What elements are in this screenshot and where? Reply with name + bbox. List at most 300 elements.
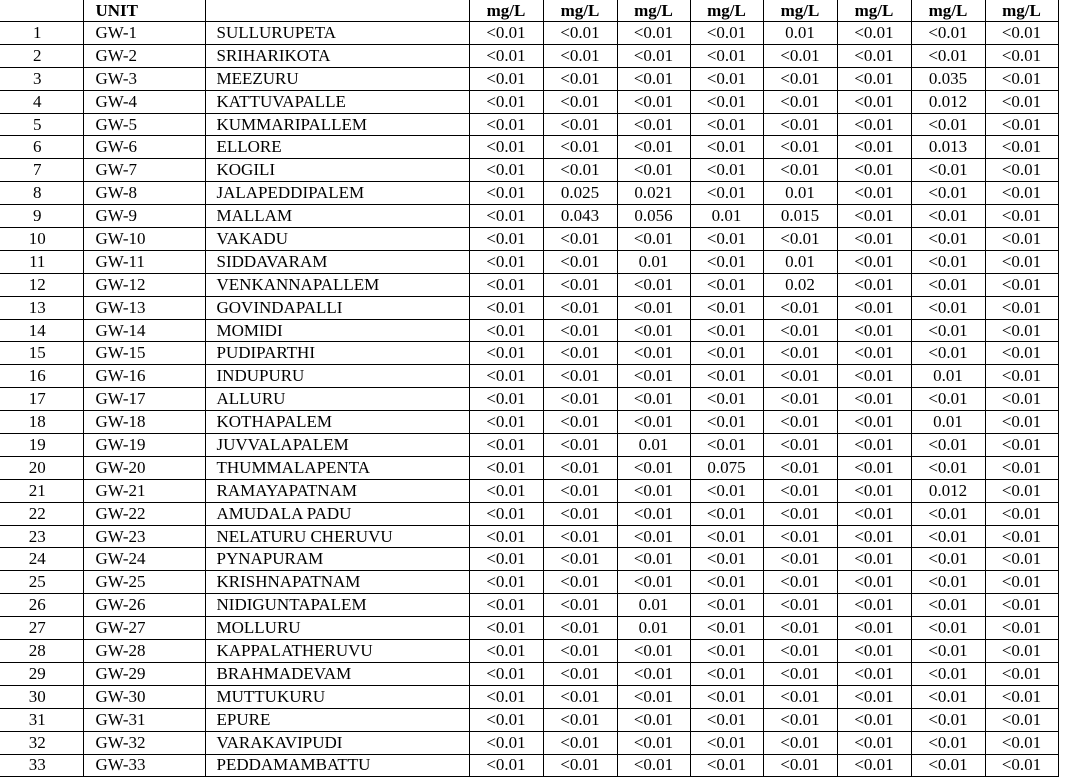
value-cell: <0.01 [617,708,690,731]
value-cell: <0.01 [911,388,985,411]
value-cell: <0.01 [543,525,617,548]
value-cell: <0.01 [763,319,837,342]
value-cell: <0.01 [985,273,1058,296]
location-name-cell: PUDIPARTHI [205,342,469,365]
location-name-cell: ALLURU [205,388,469,411]
value-cell: <0.01 [690,90,763,113]
table-row [0,617,1058,640]
value-cell: <0.01 [690,525,763,548]
location-name-cell: PYNAPURAM [205,548,469,571]
value-cell: <0.01 [690,754,763,777]
value-cell: <0.01 [543,571,617,594]
value-cell: <0.01 [690,502,763,525]
value-cell: <0.01 [763,456,837,479]
value-cell: <0.01 [985,205,1058,228]
value-cell: <0.01 [763,662,837,685]
value-cell: <0.01 [617,411,690,434]
value-cell: 0.025 [543,182,617,205]
unit-code-cell: GW-29 [83,662,205,685]
value-cell: <0.01 [469,571,543,594]
value-cell: <0.01 [911,182,985,205]
value-cell: <0.01 [985,708,1058,731]
value-cell: <0.01 [837,411,911,434]
value-cell: <0.01 [617,640,690,663]
header-unit-8: mg/L [985,0,1058,22]
value-cell: <0.01 [617,388,690,411]
unit-code-cell: GW-10 [83,228,205,251]
serial-number-cell: 7 [0,159,83,182]
value-cell: <0.01 [911,685,985,708]
value-cell: <0.01 [763,388,837,411]
unit-code-cell: GW-3 [83,67,205,90]
value-cell: <0.01 [985,685,1058,708]
value-cell: <0.01 [543,159,617,182]
unit-code-cell: GW-24 [83,548,205,571]
unit-code-cell: GW-15 [83,342,205,365]
location-name-cell: NELATURU CHERUVU [205,525,469,548]
table-row [0,296,1058,319]
unit-code-cell: GW-26 [83,594,205,617]
unit-code-cell: GW-17 [83,388,205,411]
table-row [0,594,1058,617]
table-row [0,685,1058,708]
location-name-cell: THUMMALAPENTA [205,456,469,479]
value-cell: <0.01 [690,273,763,296]
header-row [0,0,1058,22]
value-cell: <0.01 [469,708,543,731]
value-cell: <0.01 [837,479,911,502]
value-cell: <0.01 [469,67,543,90]
location-name-cell: VENKANNAPALLEM [205,273,469,296]
value-cell: <0.01 [469,525,543,548]
value-cell: <0.01 [690,22,763,45]
value-cell: <0.01 [911,296,985,319]
value-cell: <0.01 [543,617,617,640]
serial-number-cell: 18 [0,411,83,434]
value-cell: <0.01 [763,548,837,571]
location-name-cell: MALLAM [205,205,469,228]
table-row [0,525,1058,548]
value-cell: <0.01 [837,273,911,296]
value-cell: <0.01 [543,662,617,685]
value-cell: 0.01 [617,434,690,457]
location-name-cell: ELLORE [205,136,469,159]
table-row [0,205,1058,228]
unit-code-cell: GW-19 [83,434,205,457]
value-cell: <0.01 [543,228,617,251]
value-cell: <0.01 [690,708,763,731]
value-cell: <0.01 [763,640,837,663]
value-cell: <0.01 [469,548,543,571]
value-cell: <0.01 [985,250,1058,273]
value-cell: <0.01 [985,571,1058,594]
serial-number-cell: 20 [0,456,83,479]
table-row [0,388,1058,411]
table-row [0,456,1058,479]
value-cell: <0.01 [543,342,617,365]
value-cell: <0.01 [690,342,763,365]
value-cell: <0.01 [617,731,690,754]
table-row [0,159,1058,182]
serial-number-cell: 13 [0,296,83,319]
value-cell: <0.01 [911,342,985,365]
value-cell: <0.01 [763,502,837,525]
table-row [0,708,1058,731]
value-cell: 0.012 [911,90,985,113]
value-cell: <0.01 [837,617,911,640]
table-row [0,228,1058,251]
value-cell: <0.01 [690,136,763,159]
value-cell: <0.01 [985,525,1058,548]
value-cell: <0.01 [469,662,543,685]
serial-number-cell: 9 [0,205,83,228]
value-cell: <0.01 [985,22,1058,45]
value-cell: <0.01 [469,594,543,617]
location-name-cell: RAMAYAPATNAM [205,479,469,502]
value-cell: <0.01 [543,22,617,45]
value-cell: <0.01 [985,113,1058,136]
value-cell: <0.01 [837,731,911,754]
location-name-cell: KRISHNAPATNAM [205,571,469,594]
value-cell: <0.01 [837,67,911,90]
value-cell: 0.013 [911,136,985,159]
value-cell: <0.01 [763,342,837,365]
serial-number-cell: 21 [0,479,83,502]
table-row [0,182,1058,205]
table-row [0,548,1058,571]
serial-number-cell: 27 [0,617,83,640]
value-cell: <0.01 [469,685,543,708]
value-cell: <0.01 [469,182,543,205]
value-cell: <0.01 [469,22,543,45]
value-cell: <0.01 [763,296,837,319]
value-cell: 0.01 [763,182,837,205]
value-cell: <0.01 [985,342,1058,365]
value-cell: <0.01 [911,754,985,777]
location-name-cell: MUTTUKURU [205,685,469,708]
value-cell: <0.01 [837,571,911,594]
serial-number-cell: 31 [0,708,83,731]
value-cell: <0.01 [911,22,985,45]
value-cell: 0.02 [763,273,837,296]
value-cell: <0.01 [837,662,911,685]
value-cell: <0.01 [763,365,837,388]
serial-number-cell: 28 [0,640,83,663]
value-cell: <0.01 [837,228,911,251]
value-cell: <0.01 [690,411,763,434]
unit-code-cell: GW-11 [83,250,205,273]
header-unit-2: mg/L [543,0,617,22]
serial-number-cell: 29 [0,662,83,685]
serial-number-cell: 12 [0,273,83,296]
value-cell: <0.01 [985,44,1058,67]
value-cell: <0.01 [837,182,911,205]
value-cell: <0.01 [985,411,1058,434]
header-location [205,0,469,22]
serial-number-cell: 1 [0,22,83,45]
value-cell: <0.01 [837,525,911,548]
serial-number-cell: 3 [0,67,83,90]
value-cell: <0.01 [543,296,617,319]
value-cell: <0.01 [469,456,543,479]
value-cell: <0.01 [837,594,911,617]
header-unit: UNIT [83,0,205,22]
unit-code-cell: GW-12 [83,273,205,296]
value-cell: <0.01 [543,434,617,457]
location-name-cell: SIDDAVARAM [205,250,469,273]
value-cell: <0.01 [469,502,543,525]
serial-number-cell: 25 [0,571,83,594]
value-cell: <0.01 [911,250,985,273]
value-cell: <0.01 [837,502,911,525]
value-cell: <0.01 [763,44,837,67]
table-row [0,22,1058,45]
value-cell: <0.01 [469,434,543,457]
value-cell: <0.01 [469,113,543,136]
serial-number-cell: 26 [0,594,83,617]
value-cell: <0.01 [985,640,1058,663]
value-cell: <0.01 [543,754,617,777]
value-cell: <0.01 [690,228,763,251]
value-cell: <0.01 [985,502,1058,525]
value-cell: <0.01 [543,479,617,502]
value-cell: <0.01 [763,90,837,113]
location-name-cell: SRIHARIKOTA [205,44,469,67]
value-cell: <0.01 [985,434,1058,457]
value-cell: <0.01 [543,456,617,479]
value-cell: 0.01 [690,205,763,228]
value-cell: <0.01 [543,548,617,571]
value-cell: <0.01 [911,434,985,457]
value-cell: <0.01 [690,479,763,502]
value-cell: <0.01 [469,754,543,777]
table-header [0,0,1058,22]
value-cell: 0.035 [911,67,985,90]
value-cell: <0.01 [985,182,1058,205]
unit-code-cell: GW-32 [83,731,205,754]
location-name-cell: JALAPEDDIPALEM [205,182,469,205]
value-cell: <0.01 [469,319,543,342]
unit-code-cell: GW-2 [83,44,205,67]
value-cell: <0.01 [617,365,690,388]
value-cell: <0.01 [617,342,690,365]
value-cell: <0.01 [837,685,911,708]
value-cell: <0.01 [837,205,911,228]
unit-code-cell: GW-33 [83,754,205,777]
value-cell: <0.01 [690,617,763,640]
value-cell: <0.01 [911,571,985,594]
value-cell: <0.01 [985,754,1058,777]
value-cell: <0.01 [543,640,617,663]
value-cell: <0.01 [837,296,911,319]
value-cell: 0.01 [911,411,985,434]
value-cell: <0.01 [985,388,1058,411]
value-cell: <0.01 [690,685,763,708]
value-cell: <0.01 [911,113,985,136]
table-row [0,502,1058,525]
value-cell: <0.01 [985,136,1058,159]
value-cell: 0.056 [617,205,690,228]
value-cell: <0.01 [763,685,837,708]
value-cell: <0.01 [690,250,763,273]
location-name-cell: VAKADU [205,228,469,251]
value-cell: <0.01 [985,159,1058,182]
value-cell: <0.01 [469,388,543,411]
serial-number-cell: 5 [0,113,83,136]
value-cell: <0.01 [911,708,985,731]
value-cell: <0.01 [911,159,985,182]
value-cell: <0.01 [985,228,1058,251]
value-cell: <0.01 [617,90,690,113]
value-cell: <0.01 [543,250,617,273]
serial-number-cell: 10 [0,228,83,251]
unit-code-cell: GW-31 [83,708,205,731]
value-cell: <0.01 [617,67,690,90]
location-name-cell: NIDIGUNTAPALEM [205,594,469,617]
unit-code-cell: GW-22 [83,502,205,525]
value-cell: <0.01 [763,479,837,502]
value-cell: <0.01 [543,708,617,731]
value-cell: <0.01 [837,388,911,411]
value-cell: <0.01 [763,731,837,754]
value-cell: <0.01 [763,594,837,617]
value-cell: <0.01 [837,640,911,663]
value-cell: <0.01 [911,617,985,640]
header-serial [0,0,83,22]
table-row [0,434,1058,457]
header-unit-3: mg/L [617,0,690,22]
value-cell: <0.01 [543,731,617,754]
location-name-cell: MEEZURU [205,67,469,90]
value-cell: <0.01 [690,182,763,205]
value-cell: <0.01 [543,273,617,296]
value-cell: <0.01 [837,434,911,457]
value-cell: <0.01 [763,113,837,136]
value-cell: <0.01 [985,662,1058,685]
location-name-cell: INDUPURU [205,365,469,388]
value-cell: <0.01 [469,273,543,296]
value-cell: <0.01 [985,617,1058,640]
value-cell: <0.01 [985,296,1058,319]
serial-number-cell: 2 [0,44,83,67]
value-cell: <0.01 [985,90,1058,113]
value-cell: <0.01 [690,434,763,457]
table-row [0,136,1058,159]
value-cell: <0.01 [911,502,985,525]
value-cell: 0.01 [617,617,690,640]
unit-code-cell: GW-8 [83,182,205,205]
value-cell: <0.01 [837,365,911,388]
serial-number-cell: 24 [0,548,83,571]
serial-number-cell: 22 [0,502,83,525]
unit-code-cell: GW-5 [83,113,205,136]
value-cell: <0.01 [763,136,837,159]
value-cell: <0.01 [690,388,763,411]
serial-number-cell: 15 [0,342,83,365]
location-name-cell: GOVINDAPALLI [205,296,469,319]
table-row [0,411,1058,434]
unit-code-cell: GW-27 [83,617,205,640]
value-cell: <0.01 [837,22,911,45]
serial-number-cell: 23 [0,525,83,548]
location-name-cell: PEDDAMAMBATTU [205,754,469,777]
value-cell: <0.01 [617,44,690,67]
value-cell: <0.01 [690,296,763,319]
serial-number-cell: 16 [0,365,83,388]
value-cell: <0.01 [690,44,763,67]
value-cell: <0.01 [617,456,690,479]
value-cell: <0.01 [763,754,837,777]
value-cell: 0.01 [911,365,985,388]
value-cell: <0.01 [763,708,837,731]
serial-number-cell: 33 [0,754,83,777]
location-name-cell: VARAKAVIPUDI [205,731,469,754]
value-cell: <0.01 [617,548,690,571]
serial-number-cell: 6 [0,136,83,159]
location-name-cell: EPURE [205,708,469,731]
value-cell: <0.01 [837,159,911,182]
value-cell: <0.01 [985,594,1058,617]
value-cell: <0.01 [763,571,837,594]
location-name-cell: KOTHAPALEM [205,411,469,434]
value-cell: <0.01 [911,319,985,342]
serial-number-cell: 14 [0,319,83,342]
value-cell: <0.01 [617,754,690,777]
table-row [0,571,1058,594]
value-cell: <0.01 [617,228,690,251]
unit-code-cell: GW-20 [83,456,205,479]
value-cell: <0.01 [763,434,837,457]
serial-number-cell: 19 [0,434,83,457]
unit-code-cell: GW-14 [83,319,205,342]
value-cell: <0.01 [837,342,911,365]
value-cell: 0.01 [617,250,690,273]
value-cell: <0.01 [617,685,690,708]
value-cell: <0.01 [911,662,985,685]
value-cell: <0.01 [690,662,763,685]
value-cell: <0.01 [617,136,690,159]
value-cell: 0.075 [690,456,763,479]
value-cell: <0.01 [911,548,985,571]
value-cell: <0.01 [690,731,763,754]
value-cell: <0.01 [763,411,837,434]
value-cell: <0.01 [469,159,543,182]
value-cell: <0.01 [763,617,837,640]
value-cell: <0.01 [617,571,690,594]
serial-number-cell: 11 [0,250,83,273]
value-cell: <0.01 [985,731,1058,754]
header-unit-5: mg/L [763,0,837,22]
table-row [0,67,1058,90]
location-name-cell: BRAHMADEVAM [205,662,469,685]
value-cell: <0.01 [469,731,543,754]
location-name-cell: KATTUVAPALLE [205,90,469,113]
value-cell: 0.01 [763,22,837,45]
value-cell: <0.01 [985,365,1058,388]
value-cell: <0.01 [690,319,763,342]
unit-code-cell: GW-4 [83,90,205,113]
value-cell: <0.01 [911,456,985,479]
unit-code-cell: GW-21 [83,479,205,502]
value-cell: 0.01 [617,594,690,617]
value-cell: <0.01 [837,44,911,67]
table-row [0,44,1058,67]
value-cell: <0.01 [911,44,985,67]
serial-number-cell: 8 [0,182,83,205]
table-row [0,365,1058,388]
value-cell: <0.01 [469,411,543,434]
table-row [0,662,1058,685]
